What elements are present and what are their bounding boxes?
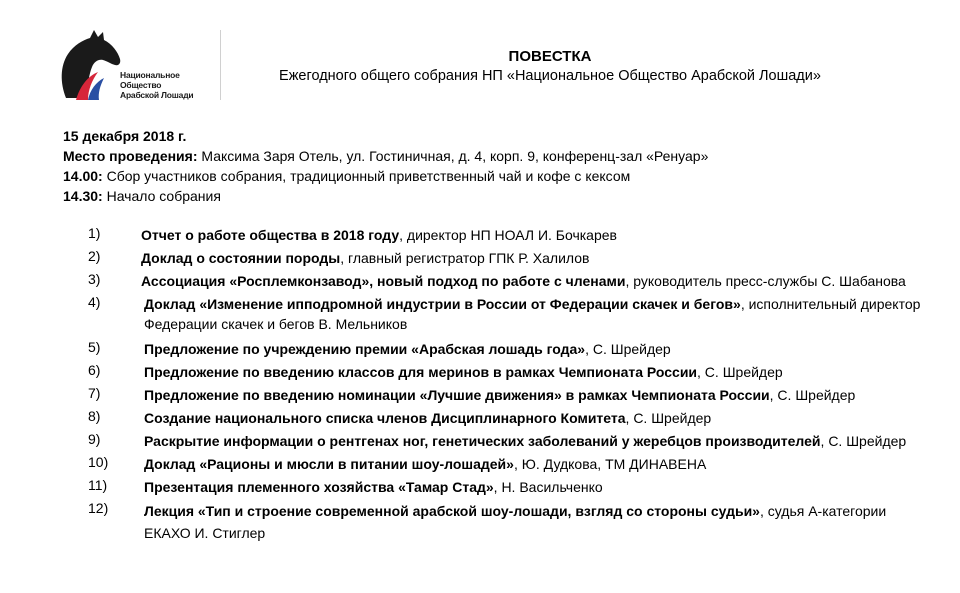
- schedule-time: 14.00:: [63, 168, 103, 184]
- logo-name-line1: Национальное Общество: [120, 70, 180, 90]
- agenda-text: Доклад «Изменение ипподромной индустрии в России от Федерации скачек и бегов», исполнительный директор Федерации скачек и бегов В. Мельников: [144, 296, 921, 332]
- meeting-venue: [63, 146, 708, 166]
- page-title: ПОВЕСТКА: [508, 48, 592, 65]
- agenda-number: 5): [88, 339, 101, 355]
- meeting-date: 15 декабря 2018 г.: [63, 128, 187, 144]
- logo-wordmark: [120, 70, 220, 100]
- agenda-text: Лекция «Тип и строение современной арабской шоу-лошади, взгляд со стороны судьи», судья А-категории ЕКАХО И. Стиглер: [144, 503, 887, 541]
- organization-logo: [58, 28, 223, 103]
- logo-divider: [220, 30, 221, 100]
- agenda-number: 1): [88, 225, 101, 241]
- agenda-text: Презентация племенного хозяйства «Тамар Стад», Н. Васильченко: [144, 479, 603, 495]
- agenda-number: 12): [88, 500, 109, 516]
- schedule-item: [63, 166, 708, 186]
- agenda-text: Доклад «Рационы и мюсли в питании шоу-лошадей», Ю. Дудкова, ТМ ДИНАВЕНА: [144, 456, 707, 472]
- schedule-time: 14.30:: [63, 188, 103, 204]
- agenda-text: Предложение по введению номинации «Лучшие движения» в рамках Чемпионата России, С. Шрейдер: [144, 387, 856, 403]
- agenda-text: Отчет о работе общества в 2018 году, директор НП НОАЛ И. Бочкарев: [141, 227, 617, 243]
- agenda-number: 11): [88, 477, 108, 493]
- agenda-text: Создание национального списка членов Дисциплинарного Комитета, С. Шрейдер: [144, 410, 712, 426]
- agenda-number: 10): [88, 454, 109, 470]
- agenda-text: Предложение по учреждению премии «Арабская лошадь года», С. Шрейдер: [144, 341, 671, 357]
- meeting-info: [63, 126, 708, 206]
- agenda-number: 2): [88, 248, 101, 264]
- horse-head-icon: [58, 28, 128, 103]
- venue-label: Место проведения:: [63, 148, 198, 164]
- page-subtitle: Ежегодного общего собрания НП «Национальное Общество Арабской Лошади»: [279, 68, 821, 84]
- agenda-number: 7): [88, 385, 101, 401]
- agenda-text: Ассоциация «Росплемконзавод», новый подход по работе с членами, руководитель пресс-службы С. Шабанова: [141, 273, 906, 289]
- venue-value: Максима Заря Отель, ул. Гостиничная, д. 4, корп. 9, конференц-зал «Ренуар»: [197, 148, 709, 164]
- schedule-item: [63, 186, 708, 206]
- agenda-text: Раскрытие информации о рентгенах ног, генетических заболеваний у жеребцов производителей, С. Шрейдер: [144, 433, 907, 449]
- agenda-text: Доклад о состоянии породы, главный регистратор ГПК Р. Халилов: [141, 250, 590, 266]
- schedule-text: Начало собрания: [102, 188, 221, 204]
- agenda-number: 8): [88, 408, 101, 424]
- agenda-number: 4): [88, 294, 101, 310]
- agenda-text: Предложение по введению классов для меринов в рамках Чемпионата России, С. Шрейдер: [144, 364, 783, 380]
- logo-name-line2: Арабской Лошади: [120, 90, 194, 100]
- agenda-number: 3): [88, 271, 101, 287]
- agenda-number: 6): [88, 362, 101, 378]
- schedule-text: Сбор участников собрания, традиционный приветственный чай и кофе с кексом: [102, 168, 631, 184]
- agenda-number: 9): [88, 431, 101, 447]
